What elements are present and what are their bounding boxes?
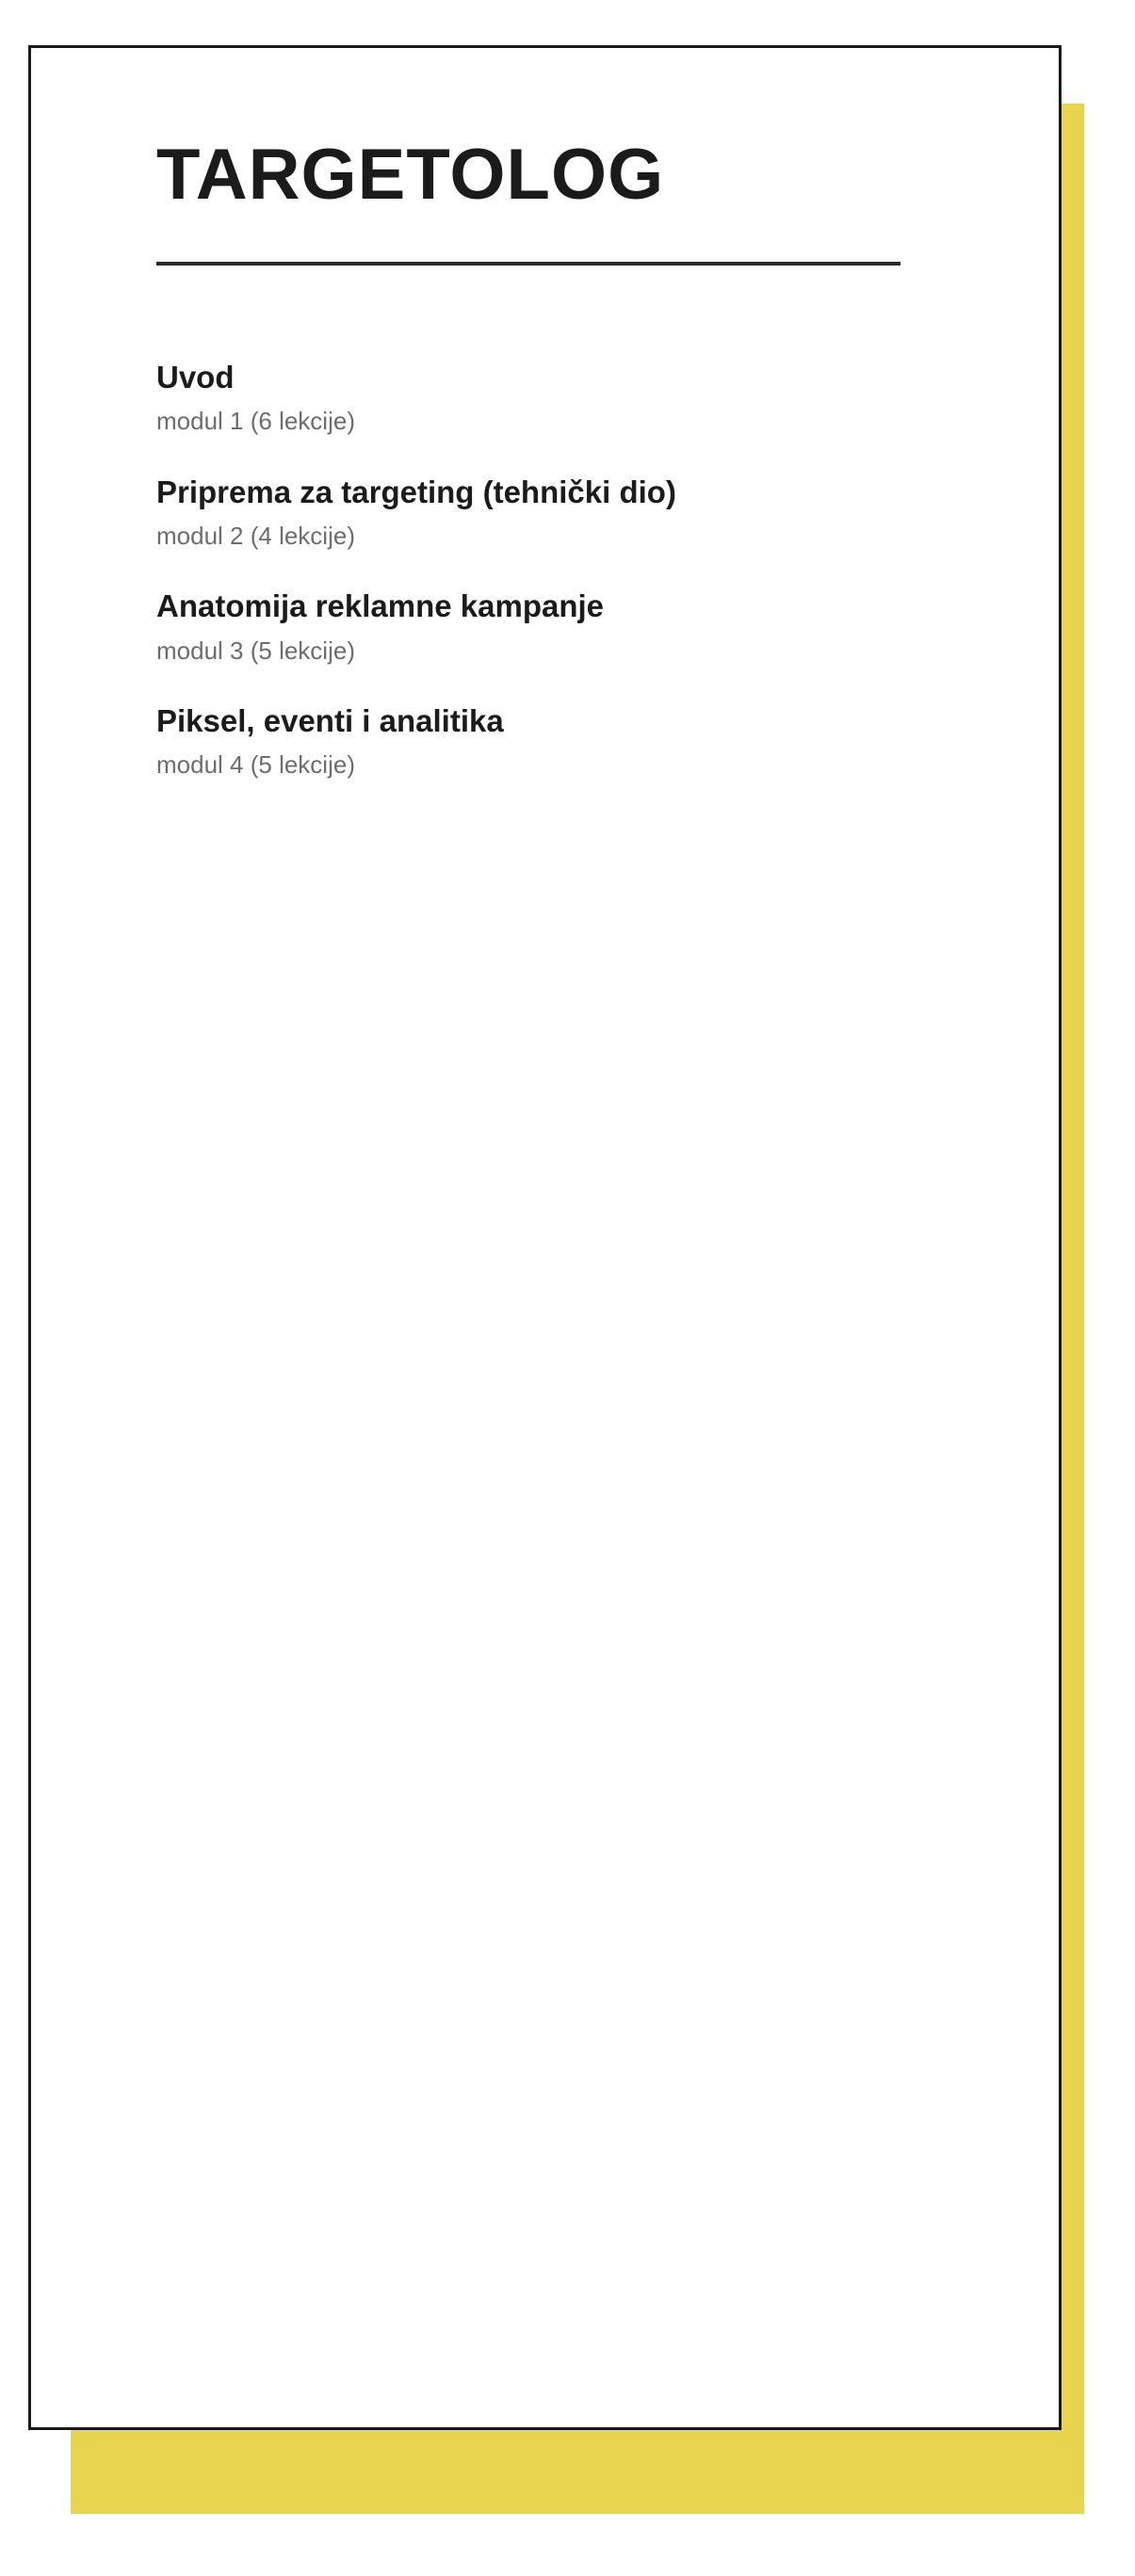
list-item[interactable] [156, 701, 974, 781]
card-content [156, 137, 974, 816]
module-title: Anatomija reklamne kampanje [156, 588, 605, 624]
list-item[interactable] [156, 587, 974, 666]
module-title: Uvod [156, 359, 235, 394]
module-meta: modul 2 (4 lekcije) [156, 521, 355, 550]
module-title: Piksel, eventi i analitika [156, 703, 504, 739]
module-meta: modul 1 (6 lekcije) [156, 407, 355, 436]
module-list [156, 358, 974, 781]
course-card [28, 45, 1062, 2430]
module-title: Priprema za targeting (tehnički dio) [156, 474, 676, 509]
list-item[interactable] [156, 358, 974, 437]
title-divider [156, 262, 900, 266]
list-item[interactable] [156, 473, 974, 552]
module-meta: modul 4 (5 lekcije) [156, 750, 355, 780]
page-title: TARGETOLOG [156, 135, 665, 215]
module-meta: modul 3 (5 lekcije) [156, 636, 355, 665]
